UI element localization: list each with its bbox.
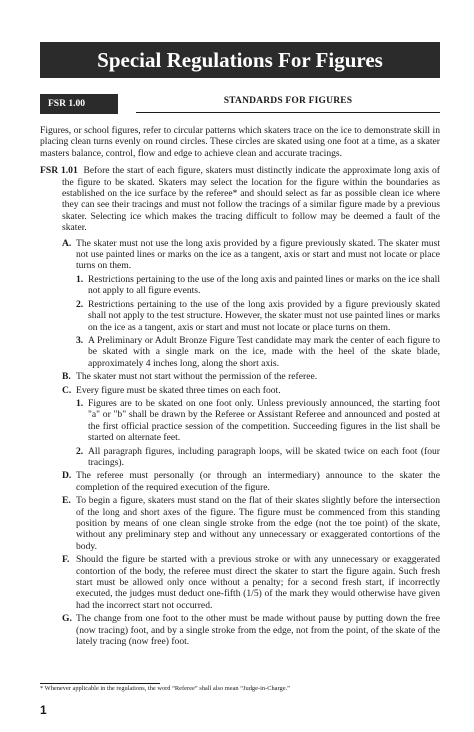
sub-item-a3 <box>40 335 440 369</box>
sub-item-c2 <box>40 446 440 469</box>
section-divider <box>136 112 440 113</box>
section-id-label: FSR 1.00 <box>40 94 118 114</box>
item-text: Every figure must be skated three times on each foot. <box>76 384 281 396</box>
item-letter: F. <box>62 554 70 566</box>
sub-item-number: 3. <box>76 334 84 346</box>
sub-item-text: Restrictions pertaining to the use of the long axis provided by a figure previously skated shall not apply to the test structure. However, the skater must not use painted lines or marks on the ice as a tangent, axis or start and must not locate or place turns on them. <box>88 298 440 333</box>
sub-item-text: All paragraph figures, including paragraph loops, will be skated twice on each foot (four tracings). <box>88 445 440 468</box>
item-letter: G. <box>62 613 72 625</box>
page-title: Special Regulations For Figures <box>40 42 440 78</box>
item-text: The change from one foot to the other must be made without pause by putting down the free (now tracing) foot, and by a single stroke from the edge, not from the point, of the skate of the lately tracing (now free) foot. <box>76 613 440 648</box>
item-text: The skater must not start without the permission of the referee. <box>76 371 318 383</box>
list-item-a <box>40 238 440 272</box>
rule-id: FSR 1.01 <box>40 165 78 177</box>
sub-item-a2 <box>40 299 440 333</box>
regulation-body <box>40 125 440 649</box>
list-item-g <box>40 613 440 647</box>
sub-item-c1 <box>40 398 440 444</box>
item-letter: C. <box>62 384 72 396</box>
page-number: 1 <box>40 703 47 717</box>
rule-text: Before the start of each figure, skaters must distinctly indicate the approximate long axis of the figure to be skated. Skaters may select the location for the figure within the boundaries as established on the ice surface by the referee* and should select as far as possible clean ice where they can see their tracings and must not follow the tracings of a similar figure made by a previous skater. Selecting ice which makes the tracing difficult to follow may be deemed a fault of the skater. <box>62 165 440 234</box>
sub-item-a1 <box>40 274 440 297</box>
intro-paragraph: Figures, or school figures, refer to circular patterns which skaters trace on the ice to demonstrate skill in placing clean turns evenly on round circles. These circles are skated using one foot at a time, as a skater masters balance, control, flow and edge to achieve clean and accurate tracings. <box>40 125 440 159</box>
list-item-f <box>40 554 440 611</box>
sub-item-number: 2. <box>76 298 84 310</box>
rule-paragraph <box>40 165 440 233</box>
list-item-d <box>40 470 440 493</box>
item-text: The referee must personally (or through an intermediary) announce to the skater the completion of the required execution of the figure. <box>76 470 440 493</box>
item-letter: D. <box>62 470 72 482</box>
sub-item-text: Figures are to be skated on one foot only. Unless previously announced, the starting foot "a" or "b" shall be drawn by the Referee or Assistant Referee and announced and posted at the first official practice session of the competition. Succeeding figures in the list shall be started on alternate feet. <box>88 397 440 444</box>
list-item-e <box>40 495 440 552</box>
section-title: STANDARDS FOR FIGURES <box>223 96 353 106</box>
item-text: The skater must not use the long axis provided by a figure previously skated. The skater must not use painted lines or marks on the ice as a tangent, axis or start and must not locate or place turns on them. <box>76 237 440 272</box>
sub-item-number: 2. <box>76 445 84 457</box>
section-header <box>40 94 440 114</box>
item-text: To begin a figure, skaters must stand on the flat of their skates slightly before the intersection of the long and short axes of the figure. The figure must be commenced from this standing position by means of one clean single stroke from the edge (not the toe point) of the skate, without any preliminary step and without any unnecessary or exaggerated contortions of the body. <box>76 495 440 552</box>
list-item-b <box>40 371 440 382</box>
item-letter: A. <box>62 237 72 249</box>
item-letter: E. <box>62 495 71 507</box>
item-letter: B. <box>62 371 71 383</box>
list-item-c <box>40 385 440 396</box>
footnote-divider <box>40 683 160 684</box>
sub-item-number: 1. <box>76 273 84 285</box>
sub-item-text: Restrictions pertaining to the use of the long axis and painted lines or marks on the ice shall not apply to all figure events. <box>88 273 440 297</box>
footnote: * Whenever applicable in the regulations, the word “Referee” shall also mean “Judge-in-Charge.” <box>40 685 290 692</box>
item-text: Should the figure be started with a previous stroke or with any unnecessary or exaggerated contortion of the body, the referee must direct the skater to start the figure again. Such fresh start must be allowed only once without a penalty; for a second fresh start, if incorrectly executed, the judges must deduct one-fifth (1/5) of the mark they would otherwise have given had the incorrect start not occurred. <box>76 554 440 611</box>
sub-item-number: 1. <box>76 397 84 409</box>
sub-item-text: A Preliminary or Adult Bronze Figure Test candidate may mark the center of each figure to be skated with a single mark on the ice, made with the heel of the skate blade, approximately 4 inches long, along the short axis. <box>88 334 440 369</box>
